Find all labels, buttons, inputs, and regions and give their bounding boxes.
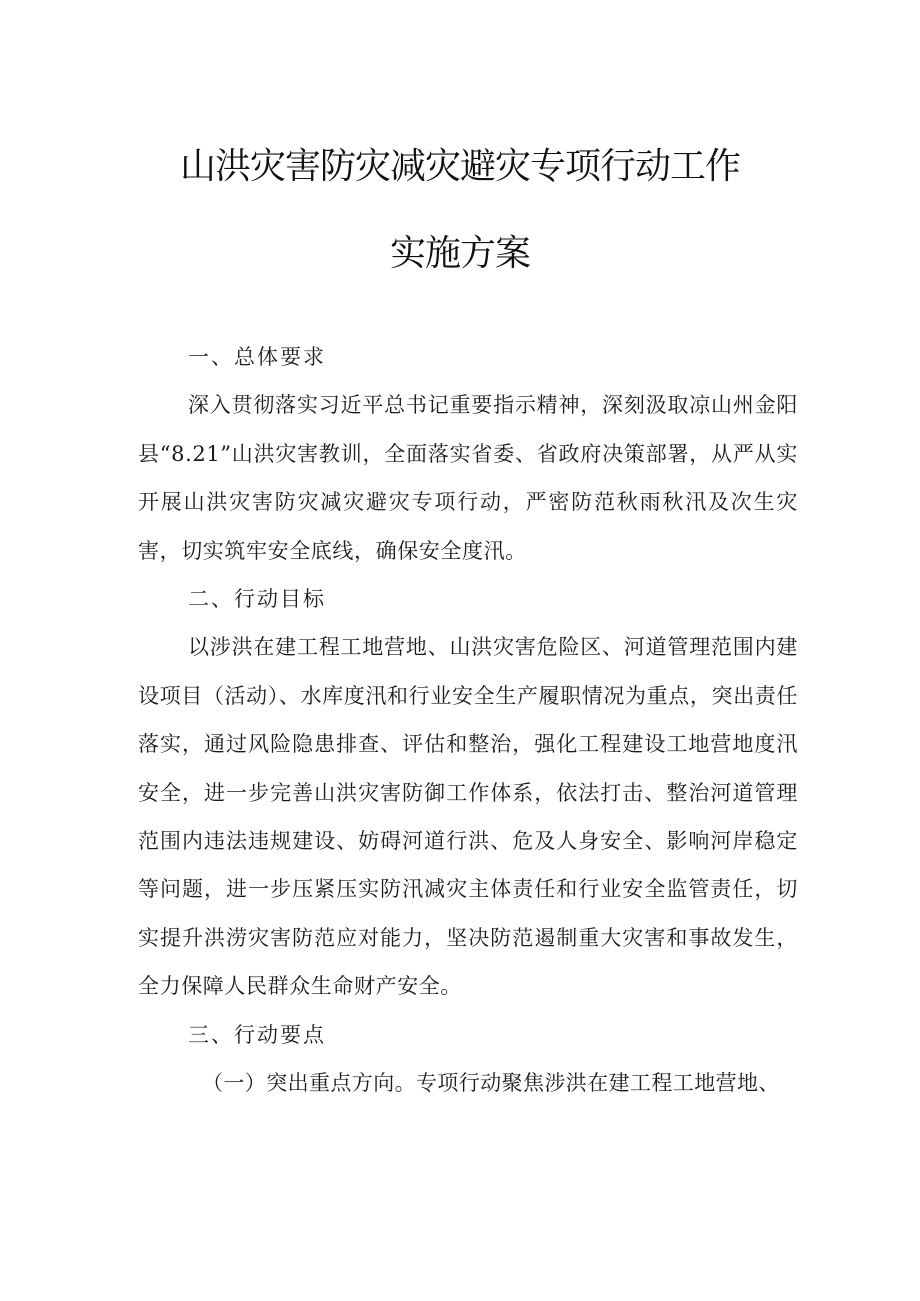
- section-3-paragraph: （一）突出重点方向。专项行动聚焦涉洪在建工程工地营地、: [202, 1071, 780, 1096]
- section-3-heading: 三、行动要点: [188, 1022, 326, 1047]
- document-title-line-1: 山洪灾害防灾减灾避灾专项行动工作: [179, 146, 740, 187]
- section-1-paragraph: 深入贯彻落实习近平总书记重要指示精神，深刻汲取凉山州金阳县“8.21”山洪灾害教训，全面落实省委、省政府决策部署，从严从实开展山洪灾害防灾减灾避灾专项行动，严密防范秋雨秋汛及次生灾害，切实筑牢安全底线，确保安全度汛。: [138, 393, 798, 563]
- section-1-heading: 一、总体要求: [188, 345, 326, 369]
- section-2-heading: 二、行动目标: [188, 587, 326, 612]
- document-title-line-2: 实施方案: [389, 233, 530, 274]
- section-2-paragraph: 以涉洪在建工程工地营地、山洪灾害危险区、河道管理范围内建设项目（活动）、水库度汛和行业安全生产履职情况为重点，突出责任落实，通过风险隐患排查、评估和整治，强化工程建设工地营地度汛安全，进一步完善山洪灾害防御工作体系，依法打击、整治河道管理范围内违法违规建设、妨碍河道行洪、危及人身安全、影响河岸稳定等问题，进一步压紧压实防汛减灾主体责任和行业安全监管责任，切实提升洪涝灾害防范应对能力，坚决防范遏制重大灾害和事故发生，全力保障人民群众生命财产安全。: [138, 635, 798, 999]
- document-body: [138, 333, 798, 1108]
